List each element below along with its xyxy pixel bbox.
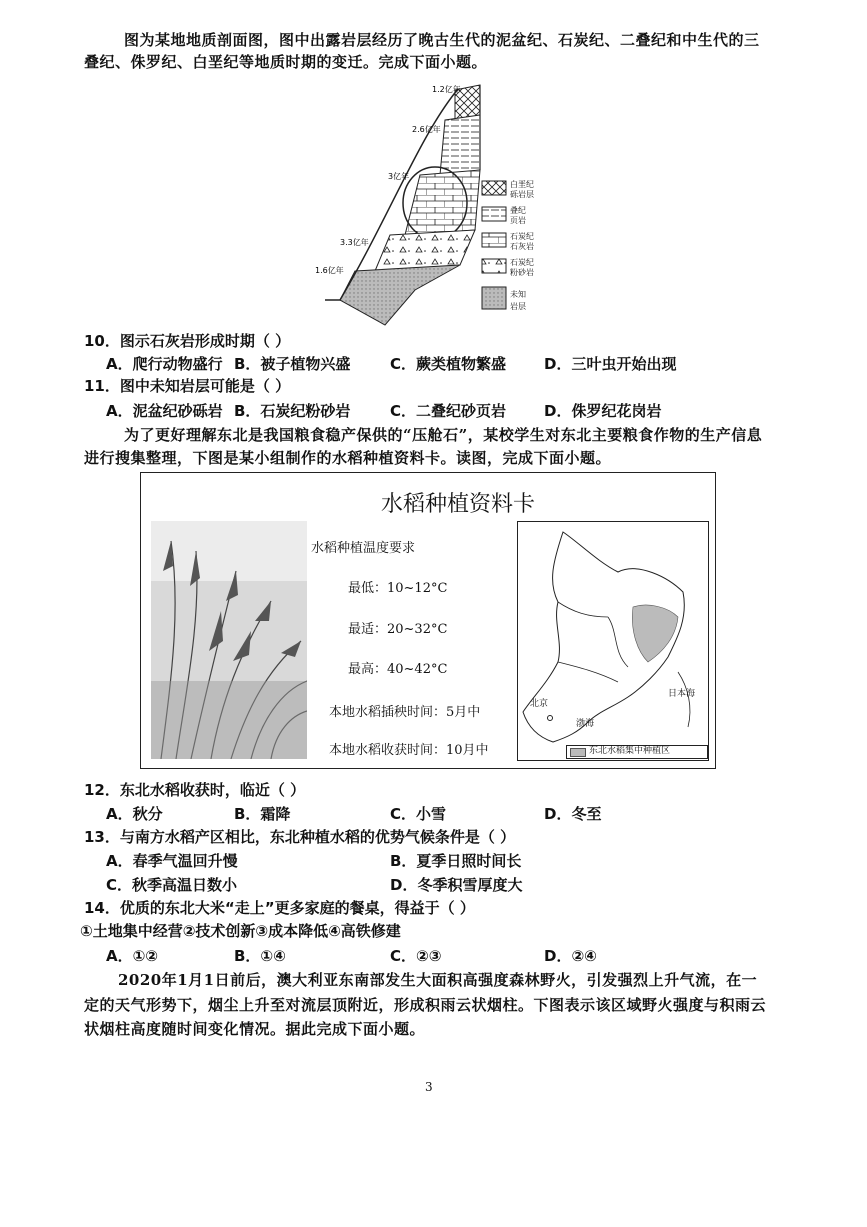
q12-option-a[interactable]: A．秋分 [106,805,163,823]
harvest-time: 本地水稻收获时间：10月中 [329,743,489,758]
intro1-line1: 图为某地地质剖面图，图中出露岩层经历了晚古生代的泥盆纪、石炭纪、二叠纪和中生代的三 [124,31,760,49]
q12-option-c[interactable]: C．小雪 [390,805,447,823]
legend-4-a: 石炭纪 [510,258,534,267]
northeast-china-map [517,521,709,761]
rice-photo [151,521,307,759]
q14-option-a[interactable]: A．①② [106,947,159,965]
q10-stem: 10．图示石灰岩形成时期（ ） [84,332,291,350]
q14-items: ①土地集中经营②技术创新③成本降低④高铁修建 [80,922,401,940]
q10-option-c[interactable]: C．蕨类植物繁盛 [390,355,507,373]
q11-option-c[interactable]: C．二叠纪砂页岩 [390,402,507,420]
q13-option-d[interactable]: D．冬季积雪厚度大 [390,876,523,894]
temp-heading: 水稻种植温度要求 [311,541,416,556]
intro2-line2: 进行搜集整理，下图是某小组制作的水稻种植资料卡。读图，完成下面小题。 [84,449,612,467]
q13-stem: 13．与南方水稻产区相比，东北种植水稻的优势气候条件是（ ） [84,828,516,846]
q11-option-b[interactable]: B．石炭纪粉砂岩 [234,402,351,420]
age-label-4: 3.3亿年 [340,238,369,247]
q13-option-a[interactable]: A．春季气温回升慢 [106,852,238,870]
q11-option-d[interactable]: D．侏罗纪花岗岩 [544,402,662,420]
legend-2-a: 叠纪 [510,206,526,215]
legend-1-b: 砾岩层 [510,190,534,199]
legend-3-a: 石炭纪 [510,232,534,241]
intro1-line2: 叠纪、侏罗纪、白垩纪等地质时期的变迁。完成下面小题。 [84,53,488,71]
legend-5-a: 未知 [510,290,526,299]
map-legend-swatch [570,748,586,757]
intro3-line3: 状烟柱高度随时间变化情况。据此完成下面小题。 [84,1020,426,1038]
q13-option-c[interactable]: C．秋季高温日数小 [106,876,238,894]
map-legend [566,745,708,759]
transplant-time: 本地水稻插秧时间：5月中 [329,705,481,720]
map-beijing-label: 北京 [530,699,549,709]
temp-min: 最低：10~12°C [348,581,448,596]
q12-stem: 12．东北水稻收获时，临近（ ） [84,781,306,799]
legend-2-b: 页岩 [510,216,526,225]
q12-option-b[interactable]: B．霜降 [234,805,291,823]
q14-option-c[interactable]: C．②③ [390,947,442,965]
age-label-5: 1.6亿年 [315,266,344,275]
q13-option-b[interactable]: B．夏季日照时间长 [390,852,522,870]
map-bohai-label: 渤海 [576,719,595,729]
q14-stem: 14．优质的东北大米“走上”更多家庭的餐桌，得益于（ ） [84,899,475,917]
rice-info-card [140,472,716,769]
q11-option-a[interactable]: A．泥盆纪砂砾岩 [106,402,223,420]
intro3-line2: 定的天气形势下，烟尘上升至对流层顶附近，形成积雨云状烟柱。下图表示该区域野火强度与积雨云 [84,996,767,1014]
legend-1-a: 白垩纪 [510,180,534,189]
legend-5-b: 岩层 [510,302,526,311]
temp-max: 最高：40~42°C [348,662,448,677]
q11-stem: 11．图中未知岩层可能是（ ） [84,377,291,395]
map-sea-label: 日本海 [668,689,696,699]
q12-option-d[interactable]: D．冬至 [544,805,602,823]
page-number: 3 [425,1080,433,1094]
age-label-1: 1.2亿年 [432,85,461,94]
q10-option-b[interactable]: B．被子植物兴盛 [234,355,351,373]
q14-option-d[interactable]: D．②④ [544,947,597,965]
legend-4-b: 粉砂岩 [510,268,534,277]
legend-3-b: 石灰岩 [510,242,534,251]
intro3-line1: 2020年1月1日前后，澳大利亚东南部发生大面积高强度森林野火，引发强烈上升气流，在一 [118,971,758,989]
card-title: 水稻种植资料卡 [381,492,536,517]
intro2-line1: 为了更好理解东北是我国粮食稳产保供的“压舱石”，某校学生对东北主要粮食作物的生产信息 [124,426,763,444]
temp-optimal: 最适：20~32°C [348,622,448,637]
q14-option-b[interactable]: B．①④ [234,947,286,965]
map-legend-label: 东北水稻集中种植区 [589,746,671,756]
age-label-2: 2.6亿年 [412,125,441,134]
q10-option-a[interactable]: A．爬行动物盛行 [106,355,223,373]
age-label-3: 3亿年 [388,172,410,181]
q10-option-d[interactable]: D．三叶虫开始出现 [544,355,677,373]
